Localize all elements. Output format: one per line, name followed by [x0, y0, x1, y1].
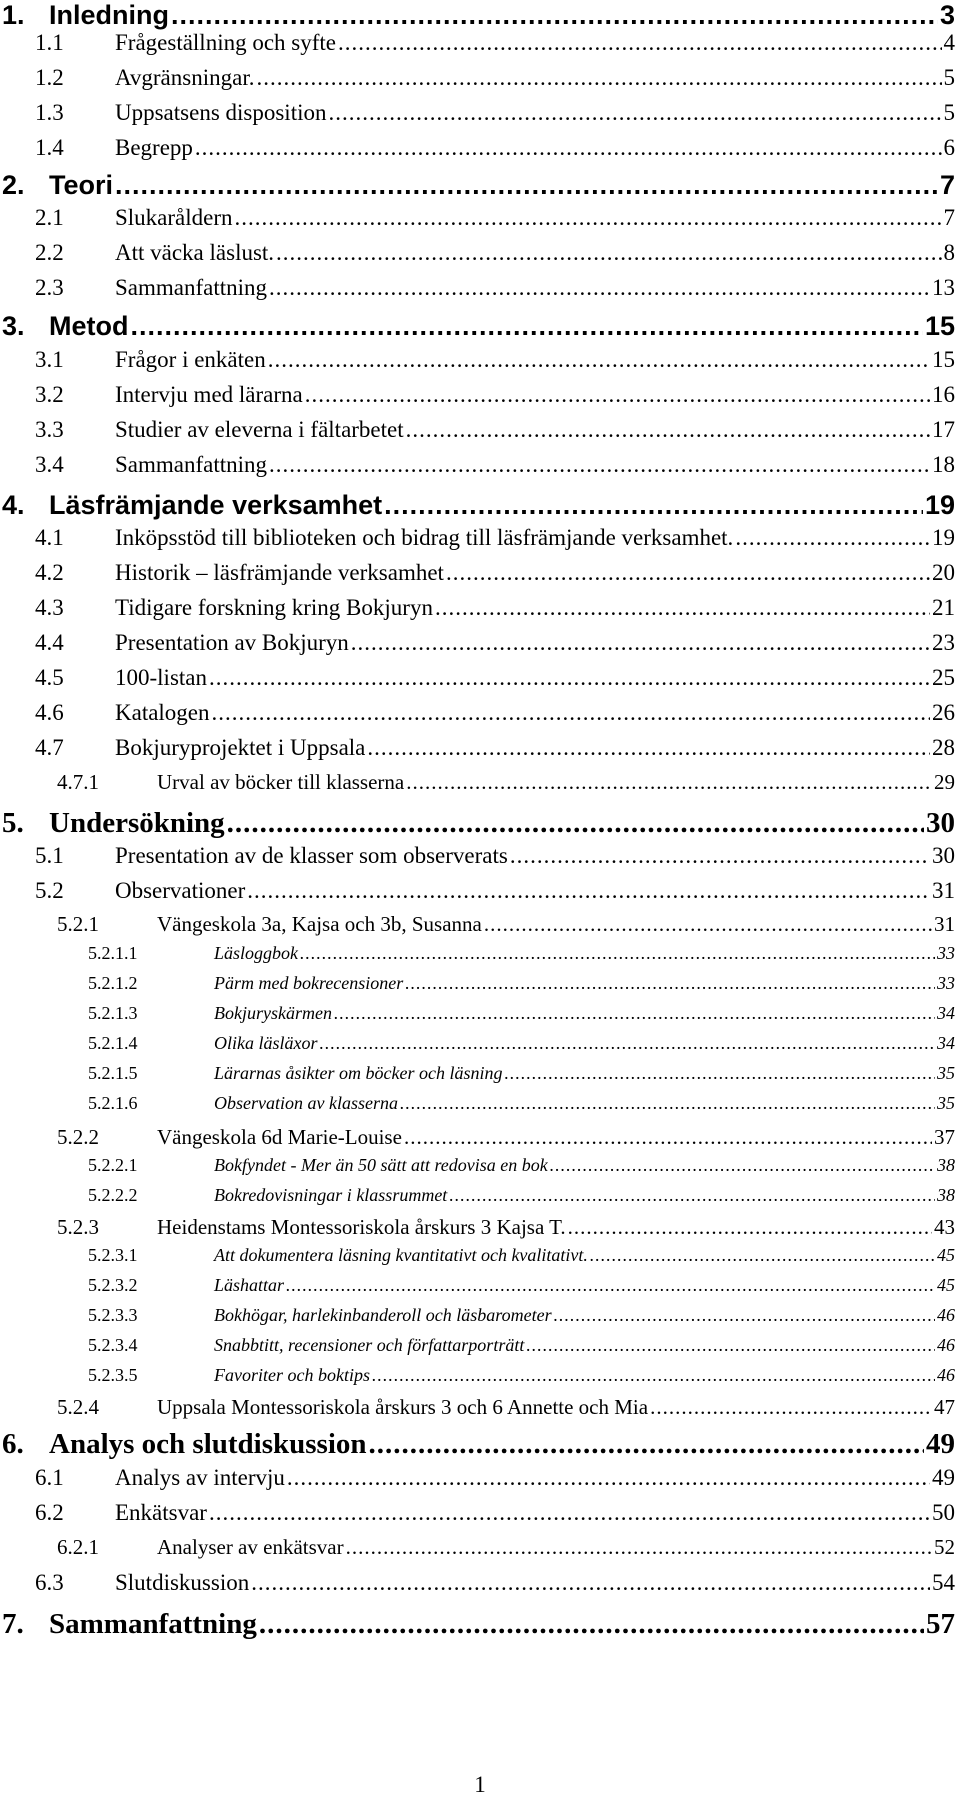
toc-entry-title: Analys av intervju: [115, 1465, 285, 1490]
toc-entry-page: 47: [934, 1395, 955, 1419]
dot-leader: [251, 1570, 930, 1596]
toc-entry-number: 3.4: [35, 452, 64, 477]
toc-entry[interactable]: [0, 1003, 960, 1024]
toc-entry-page: 46: [937, 1305, 955, 1325]
toc-entry-page: 37: [934, 1125, 955, 1149]
toc-entry-page: 49: [932, 1465, 955, 1490]
toc-entry-title: Presentation av Bokjuryn: [115, 630, 349, 655]
toc-entry-page: 52: [934, 1535, 955, 1559]
dot-leader: [338, 30, 941, 56]
dot-leader: [269, 452, 930, 478]
toc-entry-title: Studier av eleverna i fältarbetet: [115, 417, 404, 442]
toc-entry[interactable]: [0, 275, 960, 301]
toc-entry-number: 5.2.4: [57, 1395, 99, 1419]
toc-entry-page: 4: [943, 30, 955, 55]
dot-leader: [404, 1125, 932, 1150]
dot-leader: [400, 1093, 935, 1114]
toc-entry-title: Urval av böcker till klasserna: [157, 770, 405, 794]
toc-entry-number: 5.2.1.4: [88, 1033, 138, 1053]
toc-entry[interactable]: [0, 1275, 960, 1296]
dot-leader: [372, 1365, 935, 1386]
toc-entry-number: 4.6: [35, 700, 64, 725]
dot-leader: [287, 1465, 930, 1491]
dot-leader: [550, 1155, 935, 1176]
toc-entry-title: Uppsala Montessoriskola årskurs 3 och 6 Annette och Mia: [157, 1395, 649, 1419]
toc-entry[interactable]: [0, 452, 960, 478]
toc-entry-number: 4.2: [35, 560, 64, 585]
toc-entry-page: 17: [932, 417, 955, 442]
toc-entry[interactable]: [0, 878, 960, 904]
toc-entry-page: 29: [934, 770, 955, 794]
toc-entry-number: 2.2: [35, 240, 64, 265]
dot-leader: [351, 630, 930, 656]
dot-leader: [227, 807, 924, 840]
toc-entry-number: 4.3: [35, 595, 64, 620]
toc-entry-page: 35: [937, 1093, 955, 1113]
toc-entry-title: Att väcka läslust.: [115, 240, 275, 265]
toc-entry[interactable]: [0, 912, 960, 937]
toc-entry[interactable]: [0, 1428, 960, 1461]
toc-entry-page: 15: [932, 347, 955, 372]
dot-leader: [328, 100, 941, 126]
toc-entry-title: Att dokumentera läsning kvantitativt och kvalitativt.: [214, 1245, 588, 1265]
toc-entry-number: 1.3: [35, 100, 64, 125]
toc-entry[interactable]: [0, 943, 960, 964]
toc-entry[interactable]: [0, 700, 960, 726]
toc-entry-number: 5.2.1.6: [88, 1093, 138, 1113]
toc-entry[interactable]: [0, 1093, 960, 1114]
toc-entry-page: 31: [932, 878, 955, 903]
toc-entry-number: 7.: [2, 1608, 24, 1640]
toc-entry-number: 6.: [2, 1428, 24, 1460]
dot-leader: [269, 275, 930, 301]
toc-entry-title: Sammanfattning: [115, 452, 268, 477]
toc-entry-page: 54: [932, 1570, 955, 1595]
toc-entry-page: 15: [924, 311, 955, 341]
toc-entry-number: 5.2.3.3: [88, 1305, 138, 1325]
toc-entry-page: 8: [943, 240, 955, 265]
dot-leader: [446, 560, 930, 586]
toc-entry-title: Analyser av enkätsvar: [157, 1535, 344, 1559]
toc-entry[interactable]: [0, 1365, 960, 1386]
toc-entry-page: 49: [926, 1428, 955, 1460]
page-number: 1: [474, 1772, 486, 1797]
toc-entry[interactable]: [0, 1305, 960, 1326]
toc-entry-title: Slutdiskussion: [115, 1570, 250, 1595]
toc-entry-title: Sammanfattning: [49, 1608, 257, 1640]
toc-entry-page: 30: [932, 843, 955, 868]
toc-entry-title: Bokjuryprojektet i Uppsala: [115, 735, 366, 760]
toc-entry-number: 4.: [2, 490, 25, 520]
dot-leader: [367, 735, 930, 761]
toc-entry-number: 5.2.3: [57, 1215, 99, 1239]
toc-entry[interactable]: [0, 205, 960, 231]
dot-leader: [247, 878, 930, 904]
dot-leader: [735, 525, 930, 551]
toc-entry-title: Läshattar: [214, 1275, 285, 1295]
toc-entry[interactable]: [0, 311, 960, 342]
toc-entry-page: 21: [932, 595, 955, 620]
dot-leader: [406, 417, 930, 443]
toc-entry-number: 3.1: [35, 347, 64, 372]
toc-entry[interactable]: [0, 100, 960, 126]
toc-entry-title: Lärarnas åsikter om böcker och läsning: [214, 1063, 503, 1083]
dot-leader: [305, 382, 930, 408]
dot-leader: [276, 240, 941, 266]
toc-entry-page: 46: [937, 1365, 955, 1385]
toc-entry-title: Sammanfattning: [115, 275, 268, 300]
toc-entry[interactable]: [0, 240, 960, 266]
toc-entry-title: Favoriter och boktips: [214, 1365, 370, 1385]
toc-entry-number: 6.2: [35, 1500, 64, 1525]
toc-entry-number: 5.2.3.4: [88, 1335, 138, 1355]
toc-entry-title: Frågeställning och syfte: [115, 30, 337, 55]
toc-entry[interactable]: [0, 630, 960, 656]
toc-entry[interactable]: [0, 1063, 960, 1084]
toc-entry-number: 1.: [2, 0, 25, 30]
toc-entry[interactable]: [0, 973, 960, 994]
toc-entry-number: 5.2.2.2: [88, 1185, 138, 1205]
dot-leader: [504, 1063, 935, 1084]
toc-entry-number: 6.1: [35, 1465, 64, 1490]
dot-leader: [171, 0, 938, 31]
toc-entry-page: 19: [932, 525, 955, 550]
toc-entry[interactable]: [0, 1465, 960, 1491]
toc-entry-number: 4.7.1: [57, 770, 99, 794]
toc-entry-page: 6: [943, 135, 955, 160]
toc-entry-title: Tidigare forskning kring Bokjuryn: [115, 595, 433, 620]
toc-entry-title: Begrepp: [115, 135, 193, 160]
toc-entry-number: 6.3: [35, 1570, 64, 1595]
toc-entry-number: 6.2.1: [57, 1535, 99, 1559]
toc-entry-number: 2.: [2, 170, 25, 200]
toc-entry-number: 5.2.3.1: [88, 1245, 138, 1265]
toc-entry-page: 30: [926, 807, 955, 839]
dot-leader: [568, 1215, 932, 1240]
toc-entry[interactable]: [0, 490, 960, 521]
toc-entry-number: 5.2.1.1: [88, 943, 138, 963]
toc-entry-number: 5.2.1.3: [88, 1003, 138, 1023]
toc-entry-page: 7: [939, 170, 955, 200]
toc-entry-number: 5.2.3.2: [88, 1275, 138, 1295]
dot-leader: [449, 1185, 935, 1206]
dot-leader: [384, 490, 923, 521]
toc-entry[interactable]: [0, 1033, 960, 1054]
toc-entry-title: Katalogen: [115, 700, 210, 725]
toc-entry-title: Bokredovisningar i klassrummet: [214, 1185, 448, 1205]
dot-leader: [268, 347, 930, 373]
toc-entry-page: 45: [937, 1275, 955, 1295]
toc-entry-page: 50: [932, 1500, 955, 1525]
toc-entry[interactable]: [0, 1155, 960, 1176]
toc-entry-title: Vängeskola 3a, Kajsa och 3b, Susanna: [157, 912, 482, 936]
toc-entry-number: 1.4: [35, 135, 64, 160]
dot-leader: [115, 170, 938, 201]
toc-entry-page: 13: [932, 275, 955, 300]
toc-entry[interactable]: [0, 65, 960, 91]
toc-entry[interactable]: [0, 1335, 960, 1356]
toc-entry[interactable]: [0, 30, 960, 56]
toc-entry-title: Observationer: [115, 878, 246, 903]
toc-entry-number: 5.2.1: [57, 912, 99, 936]
toc-entry[interactable]: [0, 135, 960, 161]
dot-leader: [590, 1245, 935, 1266]
toc-entry-number: 4.4: [35, 630, 64, 655]
toc-entry-title: Olika läsläxor: [214, 1033, 318, 1053]
toc-entry-number: 3.3: [35, 417, 64, 442]
toc-entry-page: 16: [932, 382, 955, 407]
toc-entry-page: 38: [937, 1155, 955, 1175]
toc-entry-title: Teori: [49, 170, 114, 200]
dot-leader: [484, 912, 932, 937]
toc-entry-title: Presentation av de klasser som observerats: [115, 843, 508, 868]
toc-entry[interactable]: [0, 1395, 960, 1420]
toc-entry[interactable]: [0, 665, 960, 691]
toc-entry-title: Pärm med bokrecensioner: [214, 973, 404, 993]
toc-entry-page: 35: [937, 1063, 955, 1083]
toc-entry[interactable]: [0, 1185, 960, 1206]
dot-leader: [369, 1428, 924, 1461]
toc-entry-number: 5.2.2.1: [88, 1155, 138, 1175]
dot-leader: [526, 1335, 935, 1356]
toc-entry-page: 33: [937, 973, 955, 993]
toc-entry[interactable]: [0, 0, 960, 31]
toc-entry-title: Intervju med lärarna: [115, 382, 303, 407]
toc-entry-title: Observation av klasserna: [214, 1093, 398, 1113]
toc-entry-number: 4.5: [35, 665, 64, 690]
toc-entry-number: 5.: [2, 807, 24, 839]
toc-entry-number: 5.2.1.5: [88, 1063, 138, 1083]
toc-entry-title: Bokhögar, harlekinbanderoll och läsbarometer: [214, 1305, 552, 1325]
dot-leader: [212, 700, 930, 726]
toc-entry-page: 25: [932, 665, 955, 690]
dot-leader: [195, 135, 942, 161]
toc-entry-title: Inköpsstöd till biblioteken och bidrag till läsfrämjande verksamhet.: [115, 525, 734, 550]
toc-entry[interactable]: [0, 1215, 960, 1240]
toc-entry-title: Undersökning: [49, 807, 225, 839]
dot-leader: [286, 1275, 935, 1296]
toc-entry-number: 5.2.3.5: [88, 1365, 138, 1385]
toc-entry-title: Uppsatsens disposition: [115, 100, 327, 125]
dot-leader: [554, 1305, 935, 1326]
toc-entry[interactable]: [0, 1245, 960, 1266]
toc-entry[interactable]: [0, 347, 960, 373]
toc-entry[interactable]: [0, 170, 960, 201]
dot-leader: [334, 1003, 935, 1024]
toc-entry-number: 3.: [2, 311, 25, 341]
toc-entry-number: 2.3: [35, 275, 64, 300]
dot-leader: [346, 1535, 932, 1560]
toc-entry-page: 19: [924, 490, 955, 520]
toc-entry-number: 5.2.2: [57, 1125, 99, 1149]
dot-leader: [235, 205, 942, 231]
dot-leader: [435, 595, 930, 621]
toc-entry-title: Historik – läsfrämjande verksamhet: [115, 560, 444, 585]
toc-entry-number: 4.7: [35, 735, 64, 760]
toc-entry[interactable]: [0, 735, 960, 761]
toc-entry-title: Avgränsningar.: [115, 65, 255, 90]
toc-entry[interactable]: [0, 843, 960, 869]
toc-entry-title: Inledning: [49, 0, 169, 30]
toc-entry-page: 57: [926, 1608, 955, 1640]
toc-entry-title: 100-listan: [115, 665, 207, 690]
toc-entry-title: Analys och slutdiskussion: [49, 1428, 367, 1460]
toc-entry-page: 7: [943, 205, 955, 230]
toc-entry-number: 2.1: [35, 205, 64, 230]
toc-entry[interactable]: [0, 382, 960, 408]
toc-entry-title: Heidenstams Montessoriskola årskurs 3 Kajsa T.: [157, 1215, 566, 1239]
toc-entry[interactable]: [0, 1570, 960, 1596]
toc-entry-page: 34: [937, 1003, 955, 1023]
toc-entry-number: 4.1: [35, 525, 64, 550]
dot-leader: [256, 65, 941, 91]
dot-leader: [650, 1395, 932, 1420]
toc-entry-page: 31: [934, 912, 955, 936]
toc-entry-page: 38: [937, 1185, 955, 1205]
toc-entry-number: 5.1: [35, 843, 64, 868]
toc-entry-number: 1.2: [35, 65, 64, 90]
toc-entry-page: 28: [932, 735, 955, 760]
toc-entry-title: Bokjuryskärmen: [214, 1003, 332, 1023]
toc-entry-number: 5.2.1.2: [88, 973, 138, 993]
toc-entry-page: 26: [932, 700, 955, 725]
toc-entry-page: 5: [943, 100, 955, 125]
toc-entry-title: Vängeskola 6d Marie-Louise: [157, 1125, 402, 1149]
toc-entry-page: 20: [932, 560, 955, 585]
dot-leader: [510, 843, 930, 869]
toc-entry-page: 3: [939, 0, 955, 30]
toc-entry-number: 5.2: [35, 878, 64, 903]
toc-entry-number: 3.2: [35, 382, 64, 407]
toc-entry[interactable]: [0, 560, 960, 586]
toc-entry[interactable]: [0, 1500, 960, 1526]
dot-leader: [209, 1500, 930, 1526]
dot-leader: [406, 770, 932, 795]
dot-leader: [259, 1608, 924, 1641]
toc-entry-title: Bokfyndet - Mer än 50 sätt att redovisa en bok: [214, 1155, 548, 1175]
toc-entry-page: 34: [937, 1033, 955, 1053]
toc-entry-page: 43: [934, 1215, 955, 1239]
dot-leader: [209, 665, 930, 691]
toc-entry[interactable]: [0, 525, 960, 551]
toc-entry-page: 5: [943, 65, 955, 90]
toc-entry-title: Frågor i enkäten: [115, 347, 266, 372]
toc-entry[interactable]: [0, 770, 960, 795]
toc-entry-page: 45: [937, 1245, 955, 1265]
toc-entry-page: 46: [937, 1335, 955, 1355]
dot-leader: [320, 1033, 936, 1054]
dot-leader: [300, 943, 935, 964]
dot-leader: [405, 973, 935, 994]
toc-entry-title: Snabbtitt, recensioner och författarporträtt: [214, 1335, 525, 1355]
dot-leader: [130, 311, 922, 342]
toc-entry-page: 23: [932, 630, 955, 655]
toc-entry[interactable]: [0, 417, 960, 443]
toc-entry-title: Slukaråldern: [115, 205, 233, 230]
toc-entry[interactable]: [0, 1535, 960, 1560]
toc-entry-page: 33: [937, 943, 955, 963]
toc-entry[interactable]: [0, 1608, 960, 1641]
toc-entry-title: Läsfrämjande verksamhet: [49, 490, 383, 520]
toc-entry-page: 18: [932, 452, 955, 477]
toc-entry[interactable]: [0, 1125, 960, 1150]
toc-entry-title: Läsloggbok: [214, 943, 299, 963]
toc-entry-number: 1.1: [35, 30, 64, 55]
toc-entry-title: Enkätsvar: [115, 1500, 207, 1525]
toc-entry[interactable]: [0, 595, 960, 621]
toc-entry[interactable]: [0, 807, 960, 840]
toc-entry-title: Metod: [49, 311, 129, 341]
